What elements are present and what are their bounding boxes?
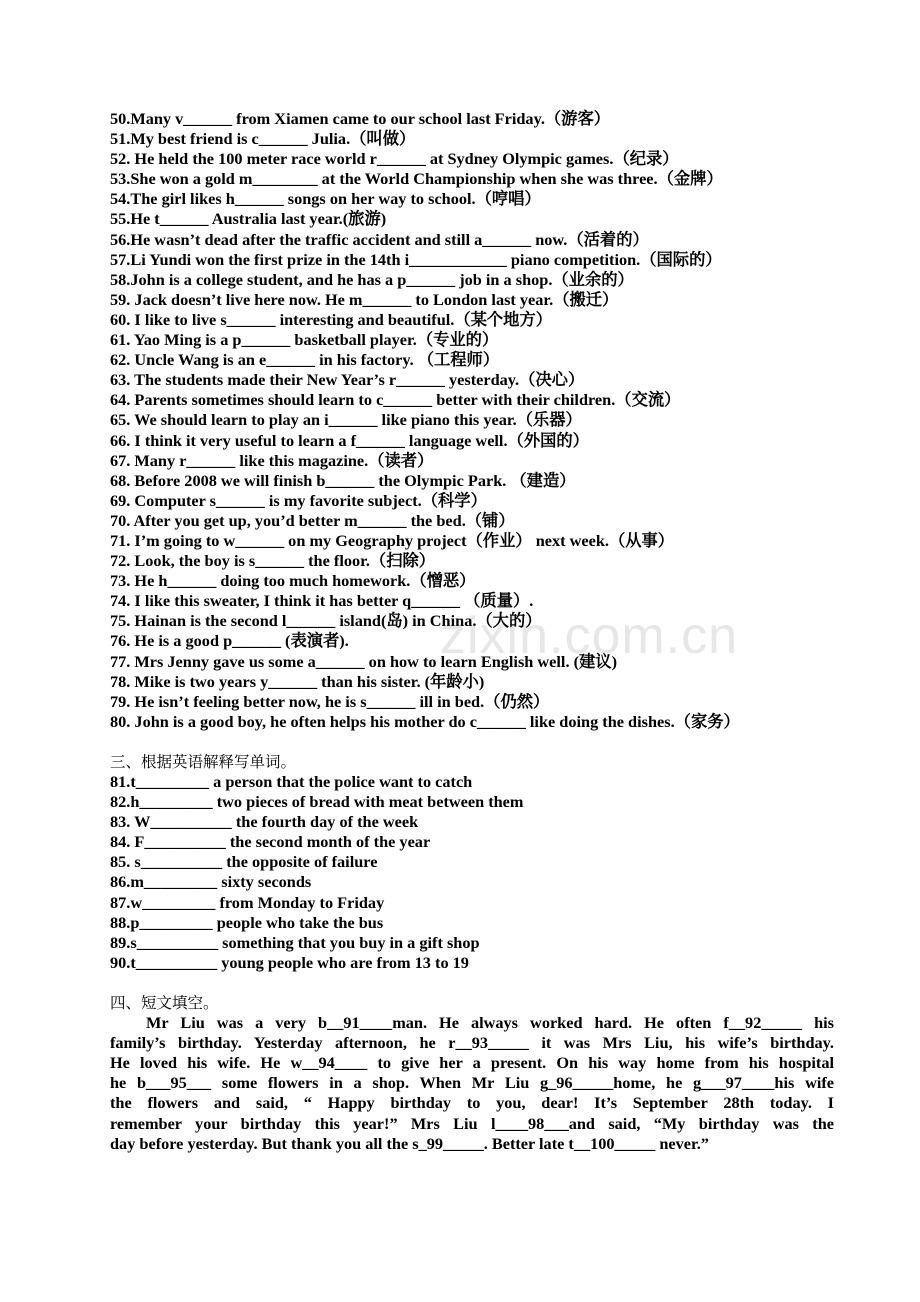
exercise-line: 59. Jack doesn’t live here now. He m______ to London last year.（搬迁）	[110, 289, 619, 309]
definition-line: 86.m_________ sixty seconds	[110, 872, 312, 892]
exercise-line: 75. Hainan is the second l______ island(岛) in China.（大的）	[110, 611, 542, 631]
passage-line: family’s birthday. Yesterday afternoon, he r__93_____ it was Mrs Liu, his wife’s birthday.	[110, 1033, 834, 1053]
watermark: zixin.com.cn	[440, 607, 739, 665]
exercise-line: 80. John is a good boy, he often helps his mother do c______ like doing the dishes.（家务）	[110, 711, 740, 731]
exercise-line: 61. Yao Ming is a p______ basketball player.（专业的）	[110, 330, 499, 350]
definition-line: 90.t__________ young people who are from 13 to 19	[110, 952, 469, 972]
exercise-line: 51.My best friend is c______ Julia.（叫做）	[110, 129, 416, 149]
section3-heading: 三、根据英语解释写单词。	[110, 752, 297, 771]
exercise-line: 64. Parents sometimes should learn to c______ better with their children.（交流）	[110, 390, 681, 410]
exercise-line: 50.Many v______ from Xiamen came to our school last Friday.（游客）	[110, 109, 611, 128]
exercise-line: 63. The students made their New Year’s r______ yesterday.（决心）	[110, 370, 585, 390]
exercise-line: 62. Uncle Wang is an e______ in his factory. （工程师）	[110, 350, 500, 370]
definition-line: 89.s__________ something that you buy in a gift shop	[110, 932, 480, 952]
passage-line: remember your birthday this year!” Mrs Liu l____98___and said, “My birthday was the	[110, 1113, 834, 1133]
exercise-line: 55.He t______ Australia last year.(旅游)	[110, 209, 387, 229]
exercise-line: 74. I like this sweater, I think it has better q______ （质量）.	[110, 591, 534, 611]
exercise-line: 68. Before 2008 we will finish b______ the Olympic Park. （建造）	[110, 470, 576, 490]
exercise-line: 52. He held the 100 meter race world r______ at Sydney Olympic games.（纪录）	[110, 149, 679, 169]
exercise-line: 60. I like to live s______ interesting and beautiful.（某个地方）	[110, 309, 553, 329]
definition-line: 85. s__________ the opposite of failure	[110, 852, 378, 872]
exercise-line: 78. Mike is two years y______ than his sister. (年龄小)	[110, 671, 485, 691]
definition-line: 81.t_________ a person that the police want to catch	[110, 772, 473, 791]
exercise-line: 56.He wasn’t dead after the traffic accident and still a______ now.（活着的）	[110, 229, 649, 249]
section4-heading: 四、短文填空。	[110, 993, 219, 1012]
passage-line: He loved his wife. He w__94____ to give her a present. On his way home from his hospital	[110, 1053, 834, 1073]
exercise-line: 77. Mrs Jenny gave us some a______ on how to learn English well. (建议)	[110, 651, 617, 671]
exercise-line: 54.The girl likes h______ songs on her way to school.（哼唱）	[110, 189, 541, 209]
passage-line: day before yesterday. But thank you all the s_99_____. Better late t__100_____ never.”	[110, 1133, 709, 1153]
exercise-line: 76. He is a good p______ (表演者).	[110, 631, 349, 651]
section3-exercises	[110, 772, 834, 973]
section4-passage	[110, 1013, 834, 1154]
exercise-line: 67. Many r______ like this magazine.（读者）	[110, 450, 434, 470]
exercise-line: 71. I’m going to w______ on my Geography project（作业） next week.（从事）	[110, 530, 675, 550]
exercise-line: 58.John is a college student, and he has a p______ job in a shop.（业余的）	[110, 269, 634, 289]
exercise-line: 72. Look, the boy is s______ the floor.（扫除）	[110, 551, 436, 571]
exercise-line: 69. Computer s______ is my favorite subject.（科学）	[110, 490, 487, 510]
exercise-line: 53.She won a gold m________ at the World Championship when she was three.（金牌）	[110, 169, 723, 189]
exercise-line: 66. I think it very useful to learn a f______ language well.（外国的）	[110, 430, 589, 450]
definition-line: 87.w_________ from Monday to Friday	[110, 892, 385, 912]
definition-line: 82.h_________ two pieces of bread with meat between them	[110, 792, 524, 812]
definition-line: 83. W__________ the fourth day of the week	[110, 812, 419, 832]
exercise-line: 70. After you get up, you’d better m______ the bed.（铺）	[110, 510, 515, 530]
passage-line: the flowers and said, “ Happy birthday to you, dear! It’s September 28th today. I	[110, 1093, 834, 1113]
exercise-line: 79. He isn’t feeling better now, he is s______ ill in bed.（仍然）	[110, 691, 550, 711]
passage-line: he b___95___ some flowers in a shop. When Mr Liu g_96_____home, he g___97____his wife	[110, 1073, 834, 1093]
exercise-line: 73. He h______ doing too much homework.（憎恶）	[110, 571, 476, 591]
passage-line: Mr Liu was a very b__91____man. He always worked hard. He often f__92_____ his	[146, 1013, 834, 1033]
definition-line: 84. F__________ the second month of the year	[110, 832, 431, 852]
definition-line: 88.p_________ people who take the bus	[110, 912, 384, 932]
exercise-line: 57.Li Yundi won the first prize in the 14th i____________ piano competition.（国际的）	[110, 249, 722, 269]
exercise-line: 65. We should learn to play an i______ like piano this year.（乐器）	[110, 410, 582, 430]
